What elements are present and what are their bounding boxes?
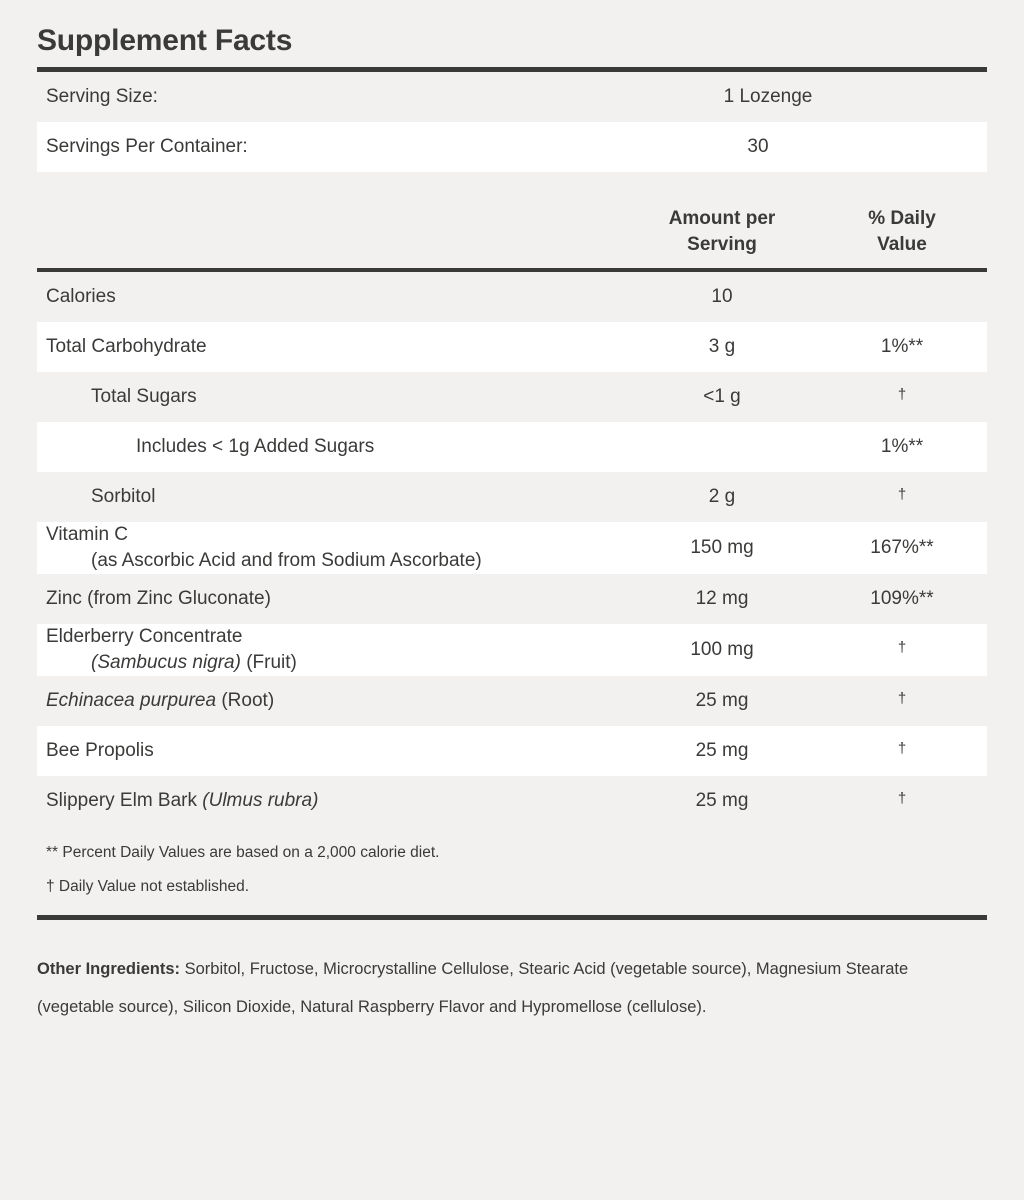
servings-per-container-label: Servings Per Container:	[46, 136, 248, 157]
page-title: Supplement Facts	[37, 24, 293, 57]
amount-per-serving-value: 3 g	[708, 336, 736, 357]
dagger-icon: †	[897, 789, 907, 807]
nutrient-name-part: (Root)	[216, 690, 275, 711]
table-row	[37, 422, 987, 472]
nutrient-name	[37, 688, 627, 714]
daily-value-header	[817, 206, 987, 258]
nutrient-name	[37, 434, 627, 460]
dagger-icon: †	[897, 385, 907, 403]
amount-header-line2: Serving	[687, 234, 757, 255]
nutrient-name	[37, 334, 627, 360]
nutrient-name	[37, 624, 627, 676]
nutrient-name-part: Slippery Elm Bark	[46, 790, 203, 811]
table-row	[37, 522, 987, 574]
amount-per-serving-value: 100 mg	[690, 639, 754, 660]
servings-per-container-value: 30	[747, 136, 769, 157]
nutrient-name	[37, 738, 627, 764]
daily-value-cell: 1%**	[880, 436, 924, 457]
nutrient-name	[37, 384, 627, 410]
daily-header-line1: % Daily	[868, 208, 936, 229]
footnotes	[37, 826, 987, 904]
table-row	[37, 726, 987, 776]
nutrient-name-part: Zinc (from Zinc Gluconate)	[46, 588, 271, 609]
table-row	[37, 272, 987, 322]
servings-per-container-row	[37, 122, 987, 172]
table-row	[37, 574, 987, 624]
nutrient-name-part: Calories	[46, 286, 116, 307]
nutrient-name-part: Total Sugars	[91, 386, 197, 407]
amount-per-serving-value: 2 g	[708, 486, 736, 507]
nutrient-name	[37, 788, 627, 814]
daily-header-line2: Value	[877, 234, 927, 255]
daily-value-cell	[817, 637, 987, 664]
table-row	[37, 322, 987, 372]
nutrient-name-part: Vitamin C	[46, 524, 129, 545]
dagger-icon: †	[897, 689, 907, 707]
species-name: (Ulmus rubra)	[202, 790, 319, 811]
amount-per-serving-value: 150 mg	[690, 537, 754, 558]
amount-per-serving-value: 25 mg	[695, 740, 749, 761]
daily-value-cell: 1%**	[880, 336, 924, 357]
nutrient-rows	[0, 272, 1024, 826]
amount-header-line1: Amount per	[668, 208, 776, 229]
species-name: Echinacea purpurea	[46, 690, 217, 711]
daily-value-cell	[817, 688, 987, 715]
table-row	[37, 624, 987, 676]
nutrient-name-part: Total Carbohydrate	[46, 336, 207, 357]
table-row	[37, 372, 987, 422]
table-bottom-divider	[37, 915, 987, 920]
dagger-icon: †	[897, 739, 907, 757]
daily-value-cell	[817, 788, 987, 815]
daily-value-cell: 167%**	[870, 537, 934, 558]
nutrient-name	[37, 284, 627, 310]
footnote-percent-daily-value: ** Percent Daily Values are based on a 2,000 calorie diet.	[46, 844, 440, 861]
other-ingredients-label: Other Ingredients:	[37, 960, 181, 978]
nutrient-name-part: Bee Propolis	[46, 740, 154, 761]
nutrient-name	[37, 586, 627, 612]
table-row	[37, 472, 987, 522]
dagger-icon: †	[897, 638, 907, 656]
footnote-daily-value-not-established: † Daily Value not established.	[46, 878, 250, 895]
amount-per-serving-value: 12 mg	[695, 588, 749, 609]
species-name: (Sambucus nigra)	[91, 652, 241, 673]
nutrient-name-part: Includes < 1g Added Sugars	[136, 436, 375, 457]
amount-per-serving-value: 25 mg	[695, 690, 749, 711]
amount-per-serving-value: 25 mg	[695, 790, 749, 811]
daily-value-cell	[817, 738, 987, 765]
daily-value-cell	[817, 384, 987, 411]
daily-value-cell: 109%**	[870, 588, 934, 609]
serving-size-label: Serving Size:	[46, 86, 158, 107]
serving-size-row	[37, 72, 987, 122]
amount-per-serving-header	[627, 206, 817, 258]
nutrient-name	[37, 522, 627, 574]
table-row	[37, 776, 987, 826]
amount-per-serving-value: <1 g	[703, 386, 741, 407]
nutrient-source-note	[46, 650, 621, 676]
nutrient-name	[37, 484, 627, 510]
header-spacer	[0, 172, 1024, 206]
table-row	[37, 676, 987, 726]
serving-size-value: 1 Lozenge	[723, 86, 813, 107]
amount-per-serving-value: 10	[711, 286, 733, 307]
dagger-icon: †	[897, 485, 907, 503]
daily-value-cell	[817, 484, 987, 511]
other-ingredients-text: Sorbitol, Fructose, Microcrystalline Cellulose, Stearic Acid (vegetable source), Magnesium Stearate (vegetable source), Silicon Dioxide, Natural Raspberry Flavor and Hypromellose (cellulose).	[37, 960, 909, 1016]
other-ingredients	[37, 950, 987, 1026]
plant-part: (Fruit)	[240, 652, 297, 673]
nutrient-name-part: Elderberry Concentrate	[46, 626, 243, 647]
nutrient-name-part: Sorbitol	[91, 486, 156, 507]
nutrient-source-note: (as Ascorbic Acid and from Sodium Ascorbate)	[91, 550, 482, 571]
table-column-headers	[37, 206, 987, 268]
